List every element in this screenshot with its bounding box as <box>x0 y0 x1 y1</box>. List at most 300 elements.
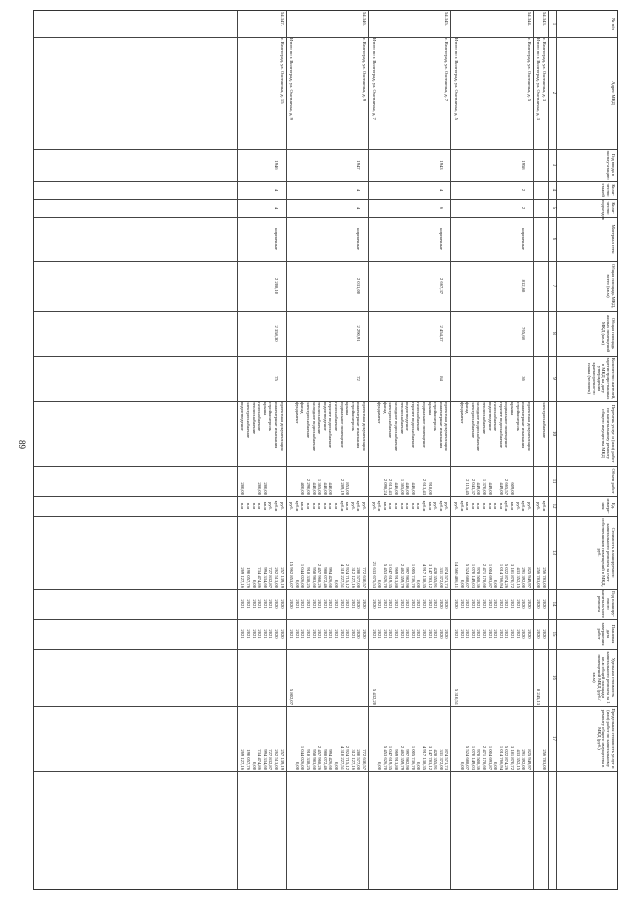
living-area: 2 290,91 <box>356 325 362 342</box>
work-type: теплоснабжение <box>399 402 405 435</box>
cost-limit: 1 005 736,70 <box>410 745 416 770</box>
work-type: стройконтроль <box>268 402 274 431</box>
work-type: фундамент <box>377 402 383 424</box>
column-header: Количество жителей, зарегистриро-ванных в МКД на дату утверждения краткосрочно-го плана (человек) <box>586 357 616 400</box>
cost-limit: 978 508,36 <box>476 749 482 770</box>
cost-limit: 5 022 874,26 <box>504 745 510 770</box>
cost: 0,00 <box>334 579 339 588</box>
unit: куб.м <box>438 500 444 512</box>
unit: руб. <box>279 502 285 510</box>
work-type: фасад <box>465 402 471 414</box>
cost-limit: 994 426,60 <box>328 749 334 770</box>
column-header: Коли-чество этажей <box>601 183 616 197</box>
completion-year: 2020 <box>274 629 279 639</box>
unit: куб.м <box>542 500 547 512</box>
cost-limit: 4 917 138,35 <box>422 745 427 770</box>
work-type: фундамент <box>294 402 300 424</box>
cost: 734 474,86 <box>257 567 263 588</box>
living-area: 2 454,37 <box>438 325 444 342</box>
completion-year: 2020 <box>279 629 285 639</box>
completion-year: 2021 <box>345 629 351 639</box>
cost: 1 047 619,35 <box>388 563 394 588</box>
work-type: проектная документация <box>444 402 450 451</box>
unit: руб. <box>526 502 532 510</box>
cost-limit: 772 630,57 <box>362 749 367 770</box>
entrances-count: 6 <box>438 206 444 210</box>
column-divider <box>34 649 617 650</box>
header-divider <box>548 11 549 889</box>
column-header: Коли-чество подъездов <box>601 200 616 220</box>
cost: 4 917 138,35 <box>422 563 427 588</box>
cost: 5 022 874,26 <box>504 563 510 588</box>
planned-year: 2020 <box>438 599 444 609</box>
total-planned-year: 2020 <box>371 599 377 609</box>
year-built: 1943 <box>438 160 444 170</box>
work-volume: 609,00 <box>510 482 515 495</box>
year-built: 1958 <box>521 160 527 170</box>
planned-year: 2021 <box>465 599 471 609</box>
work-volume: 400,00 <box>300 482 306 495</box>
work-type: горячее водоснабжение <box>328 402 334 448</box>
work-type: газоснабжение <box>416 402 422 431</box>
floors-count: 4 <box>438 188 444 192</box>
column-divider <box>34 311 617 312</box>
cost: 269 127,16 <box>240 567 246 588</box>
unit: куб.м <box>339 500 345 512</box>
work-type: крыша <box>427 402 433 416</box>
total-completion-year: 2021 <box>371 629 377 639</box>
record-divider <box>368 11 369 889</box>
unit: п.м <box>498 502 504 510</box>
unit: п.м <box>388 502 394 510</box>
cost: 1 004 693,87 <box>487 563 493 588</box>
cost: 5 524 688,07 <box>465 563 471 588</box>
cost-limit: 4 310 227,51 <box>339 745 345 770</box>
cost-limit: 0,00 <box>459 761 465 770</box>
column-header: Удельная стоимость капитального ремонта за 1 кв.м общей площади помещений МКД (руб./кв.м) <box>591 651 616 704</box>
completion-year: 2021 <box>317 629 323 639</box>
completion-year: 2020 <box>356 629 362 639</box>
work-type: стройконтроль <box>515 402 521 431</box>
work-type: горячее водоснабжение <box>410 402 416 448</box>
work-volume: 446,00 <box>394 482 399 495</box>
work-volume: 280,00 <box>262 482 268 495</box>
page-number: 89 <box>17 440 27 449</box>
unit: кв.м <box>262 501 268 511</box>
cost-limit: 2 471 178,60 <box>482 745 487 770</box>
completion-year: 2021 <box>504 629 510 639</box>
unit: п.м <box>246 502 251 510</box>
work-volume: 440,00 <box>311 482 317 495</box>
column-header: Стоимость планируемого капитального ремонта за счет собственников помещений в МКД, руб. <box>596 518 616 587</box>
unit: п.м <box>394 502 399 510</box>
cost-limit: 428 355,91 <box>433 749 439 770</box>
unit: куб.м <box>422 500 427 512</box>
record-address: г. Волгоград, ул. Охотничья, д. 9 <box>362 38 367 102</box>
planned-year: 2021 <box>487 599 493 609</box>
work-type: подвальное помещение <box>504 402 510 448</box>
cost-limit: 3 147 783,12 <box>427 745 433 770</box>
cost-limit: 331 372,00 <box>438 749 444 770</box>
cost-limit: 5 453 626,70 <box>382 745 388 770</box>
planned-year: 2021 <box>268 599 274 609</box>
total-area: 2 667,37 <box>438 277 444 295</box>
cost-limit: 918 338,25 <box>306 749 311 770</box>
column-divider <box>34 356 617 357</box>
work-volume: 918,00 <box>427 482 433 495</box>
cost-limit: 257 139,19 <box>279 749 285 770</box>
work-type: проектная документация <box>362 402 367 451</box>
wall-material: кирпичные <box>521 228 527 250</box>
unit: руб. <box>268 502 274 510</box>
unit: кв.м <box>300 501 306 511</box>
completion-year: 2021 <box>306 629 311 639</box>
cost-limit: 256 783,00 <box>542 749 547 770</box>
planned-year: 2021 <box>294 599 300 609</box>
cost-limit: 269 127,16 <box>240 749 246 770</box>
column-number: 8 <box>551 332 556 335</box>
cost-limit: 2 457 968,26 <box>317 745 323 770</box>
cost: 262 513,00 <box>274 567 279 588</box>
completion-year: 2021 <box>382 629 388 639</box>
cost-limit: 0,00 <box>294 761 300 770</box>
work-type: инженерные изыскания <box>438 402 444 449</box>
unit: п.м <box>328 502 334 510</box>
residents-count: 72 <box>356 376 362 381</box>
cost-limit: 1 004 693,87 <box>487 745 493 770</box>
work-type: теплоснабжение <box>317 402 323 435</box>
completion-year: 2021 <box>476 629 482 639</box>
work-type: инженерные изыскания <box>356 402 362 449</box>
total-unit-cost: 8 245,13 <box>536 688 542 705</box>
cost: 874 571,73 <box>444 567 450 588</box>
unit: кв.м <box>345 501 351 511</box>
completion-year: 2021 <box>251 629 257 639</box>
total-label: Итого по г. Волгоград, ул. Охотничья, д. 5 <box>454 38 459 120</box>
total-planned-year: 2020 <box>536 599 542 609</box>
cost: 1 005 736,70 <box>410 563 416 588</box>
total-cost: 14 560 406,11 <box>454 561 459 588</box>
cost: 0,00 <box>251 579 257 588</box>
wall-material: кирпичные <box>274 228 279 250</box>
unit: п.м <box>399 502 405 510</box>
planned-year: 2021 <box>433 599 439 609</box>
work-volume: 1 370,00 <box>482 478 487 495</box>
work-type: электроснабжение <box>306 402 311 439</box>
planned-year: 2021 <box>334 599 339 609</box>
planned-year: 2021 <box>311 599 317 609</box>
completion-year: 2021 <box>410 629 416 639</box>
unit: руб. <box>515 502 521 510</box>
work-volume: 446,00 <box>405 482 411 495</box>
unit: п.м <box>482 502 487 510</box>
completion-year: 2021 <box>394 629 399 639</box>
completion-year: 2021 <box>246 629 251 639</box>
unit: п.м <box>311 502 317 510</box>
work-type: фасад <box>300 402 306 414</box>
total-completion-year: 2021 <box>454 629 459 639</box>
cost: 918 338,25 <box>306 567 311 588</box>
cost: 978 508,36 <box>476 567 482 588</box>
work-type: проектная документация <box>526 402 532 451</box>
cost-limit: 3 181 870,72 <box>510 745 515 770</box>
work-volume: 440,00 <box>328 482 334 495</box>
total-planned-year: 2020 <box>289 599 295 609</box>
column-header: Адрес МКД <box>611 81 616 105</box>
wall-material: кирпичные <box>438 228 444 250</box>
cost-limit: 958 983,60 <box>311 749 317 770</box>
column-divider <box>34 181 617 182</box>
cost-limit: 262 513,00 <box>274 749 279 770</box>
work-type: фасад <box>382 402 388 414</box>
cost: 3 147 783,12 <box>427 563 433 588</box>
work-type: крыша <box>345 402 351 416</box>
column-number: 1 <box>551 22 556 26</box>
completion-year: 2021 <box>465 629 471 639</box>
total-label: Итого по г. Волгоград, ул. Охотничья, д. 7 <box>371 38 377 120</box>
work-type: подвальное помещение <box>422 402 427 448</box>
record-number: 54.343. <box>542 12 547 26</box>
unit: куб.м <box>521 500 527 512</box>
work-type: теплоснабжение <box>251 402 257 435</box>
cost-limit: 997 982,98 <box>405 749 411 770</box>
planned-year: 2021 <box>427 599 433 609</box>
cost-limit: 994 334,60 <box>262 749 268 770</box>
column-number: 16 <box>551 675 556 680</box>
completion-year: 2021 <box>262 629 268 639</box>
work-type: электроснабжение <box>542 402 547 439</box>
unit: п.м <box>251 502 257 510</box>
column-number: 2 <box>551 91 556 95</box>
planned-year: 2021 <box>306 599 311 609</box>
total-unit: руб. <box>289 502 295 510</box>
planned-year: 2021 <box>246 599 251 609</box>
column-number: 5 <box>551 206 556 210</box>
planned-year: 2021 <box>322 599 328 609</box>
completion-year: 2021 <box>334 629 339 639</box>
completion-year: 2021 <box>328 629 334 639</box>
total-area: 2 031,00 <box>356 277 362 295</box>
work-type: водоотведение <box>405 402 411 431</box>
record-number: 54.347. <box>279 12 285 26</box>
unit: куб.м <box>294 500 300 512</box>
completion-year: 2021 <box>510 629 515 639</box>
entrances-count: 2 <box>521 206 527 210</box>
cost: 958 983,60 <box>311 567 317 588</box>
cost-limit: 1 070 149,03 <box>470 745 476 770</box>
work-type: газоснабжение <box>493 402 499 431</box>
column-number: 17 <box>551 736 556 741</box>
work-volume: 2 043,37 <box>470 478 476 495</box>
cost: 772 630,57 <box>362 567 367 588</box>
planned-year: 2021 <box>470 599 476 609</box>
completion-year: 2021 <box>405 629 411 639</box>
column-number: 3 <box>551 163 556 167</box>
column-divider <box>34 261 617 262</box>
cost: 4 310 227,51 <box>339 563 345 588</box>
unit: п.м <box>416 502 422 510</box>
column-number: 7 <box>551 284 556 288</box>
work-volume: 1 365,00 <box>317 478 323 495</box>
planned-year: 2021 <box>388 599 394 609</box>
column-number: 4 <box>551 188 556 192</box>
total-unit: руб. <box>371 502 377 510</box>
work-type: стройконтроль <box>350 402 356 431</box>
completion-year: 2021 <box>350 629 356 639</box>
cost: 291 392,00 <box>521 567 527 588</box>
completion-year: 2020 <box>362 629 367 639</box>
unit: куб.м <box>377 500 383 512</box>
cost-limit: 734 474,86 <box>257 749 263 770</box>
completion-year: 2021 <box>482 629 487 639</box>
cost-limit: 0,00 <box>377 761 383 770</box>
unit: куб.м <box>356 500 362 512</box>
column-number: 14 <box>551 601 556 607</box>
work-type: теплоснабжение <box>482 402 487 435</box>
cost-limit: 280 577,00 <box>356 749 362 770</box>
floors-count: 2 <box>521 188 527 192</box>
unit: п.м <box>322 502 328 510</box>
column-header: Год ввода в эксплу-атацию <box>606 150 616 180</box>
cost: 2 462 359,79 <box>399 563 405 588</box>
cost: 433 352,15 <box>515 567 521 588</box>
work-type: проектная документация <box>279 402 285 451</box>
work-volume: 2 289,19 <box>339 478 345 495</box>
completion-year: 2021 <box>377 629 383 639</box>
completion-year: 2021 <box>294 629 300 639</box>
column-divider <box>34 149 617 150</box>
work-type: крыша <box>510 402 515 416</box>
unit: руб. <box>433 502 439 510</box>
work-volume: 449,00 <box>476 482 482 495</box>
column-header: Предельная стоимость услуг и (или) работ по капитальному ремонту общего имущества в МКД (руб.) <box>596 708 616 769</box>
planned-year: 2021 <box>257 599 263 609</box>
planned-year: 2021 <box>382 599 388 609</box>
cost: 1 070 149,03 <box>470 563 476 588</box>
entrances-count: 4 <box>356 206 362 210</box>
work-volume: 2 613,43 <box>388 478 394 495</box>
cost: 0,00 <box>377 579 383 588</box>
cost-limit: 2 462 359,79 <box>399 745 405 770</box>
record-address: г. Волгоград, ул. Охотничья, д. 3 <box>542 38 547 102</box>
work-volume: 446,00 <box>410 482 416 495</box>
planned-year: 2021 <box>476 599 482 609</box>
total-completion-year: 2020 <box>536 629 542 639</box>
capital-repair-table <box>33 10 618 890</box>
planned-year: 2020 <box>542 599 547 609</box>
column-number: 11 <box>551 478 556 484</box>
unit: п.м <box>240 502 246 510</box>
cost: 312 127,16 <box>350 567 356 588</box>
cost: 0,00 <box>493 579 499 588</box>
unit: руб. <box>444 502 450 510</box>
completion-year: 2020 <box>521 629 527 639</box>
planned-year: 2021 <box>377 599 383 609</box>
cost-limit: 0,00 <box>334 761 339 770</box>
planned-year: 2021 <box>504 599 510 609</box>
column-header: Общая площадь жилых помещений МКД (кв.м) <box>601 314 616 353</box>
total-label: Итого по г. Волгоград, ул. Охотничья, д. 9 <box>289 38 295 120</box>
floors-count: 4 <box>274 188 279 192</box>
cost: 825 949,97 <box>526 567 532 588</box>
planned-year: 2020 <box>444 599 450 609</box>
column-number: 12 <box>551 503 556 509</box>
column-divider <box>34 217 617 218</box>
planned-year: 2020 <box>521 599 527 609</box>
planned-year: 2021 <box>422 599 427 609</box>
cost-limit: 2 924 715,12 <box>345 745 351 770</box>
planned-year: 2021 <box>510 599 515 609</box>
cost: 0,00 <box>294 579 300 588</box>
planned-year: 2021 <box>399 599 405 609</box>
planned-year: 2021 <box>493 599 499 609</box>
living-area: 765,68 <box>521 327 527 340</box>
cost-limit: 5 524 688,07 <box>465 745 471 770</box>
completion-year: 2020 <box>438 629 444 639</box>
completion-year: 2021 <box>427 629 433 639</box>
work-type: подвальное помещение <box>339 402 345 448</box>
cost-limit: 988 072,46 <box>322 749 328 770</box>
planned-year: 2020 <box>274 599 279 609</box>
cost-limit: 0,00 <box>416 761 422 770</box>
unit: кв.м <box>465 501 471 511</box>
completion-year: 2021 <box>459 629 465 639</box>
record-number: 54.346. <box>362 12 367 26</box>
work-volume: 449,00 <box>487 482 493 495</box>
planned-year: 2021 <box>339 599 345 609</box>
planned-year: 2020 <box>279 599 285 609</box>
planned-year: 2021 <box>345 599 351 609</box>
total-unit-cost: 5 432,20 <box>371 688 377 705</box>
completion-year: 2021 <box>339 629 345 639</box>
residents-count: 36 <box>521 376 527 381</box>
unit: п.м <box>334 502 339 510</box>
record-number: 54.345. <box>444 12 450 26</box>
unit: п.м <box>410 502 416 510</box>
column-number: 9 <box>551 377 556 380</box>
planned-year: 2021 <box>262 599 268 609</box>
column-divider <box>34 771 617 772</box>
total-area: 812,68 <box>521 279 527 293</box>
record-divider <box>286 11 287 889</box>
record-address: г. Волгоград, ул. Охотничья, д. 5 <box>526 38 532 102</box>
column-header: Объем работ <box>611 468 616 494</box>
total-label: Итого по г. Волгоград, ул. Охотничья, д. 3 <box>536 38 542 120</box>
column-number: 10 <box>551 431 556 436</box>
cost: 994 334,60 <box>262 567 268 588</box>
completion-year: 2021 <box>470 629 476 639</box>
work-volume: 280,00 <box>257 482 263 495</box>
record-address: г. Волгоград, ул. Охотничья, д. 15 <box>279 38 285 104</box>
unit: кв.м <box>382 501 388 511</box>
unit: руб. <box>362 502 367 510</box>
planned-year: 2020 <box>362 599 367 609</box>
unit: куб.м <box>504 500 510 512</box>
planned-year: 2021 <box>482 599 487 609</box>
cost-limit: 0,00 <box>493 761 499 770</box>
total-unit-cost: 5 802,07 <box>289 688 295 705</box>
work-volume: 2 665,57 <box>504 478 510 495</box>
entrances-count: 4 <box>274 206 279 210</box>
column-number: 13 <box>551 550 556 555</box>
planned-year: 2021 <box>410 599 416 609</box>
work-type: электроснабжение <box>388 402 394 439</box>
cost-limit: 969 913,88 <box>394 749 399 770</box>
planned-year: 2021 <box>300 599 306 609</box>
planned-year: 2021 <box>515 599 521 609</box>
total-unit-cost: 5 310,51 <box>454 688 459 705</box>
cost: 994 426,60 <box>328 567 334 588</box>
